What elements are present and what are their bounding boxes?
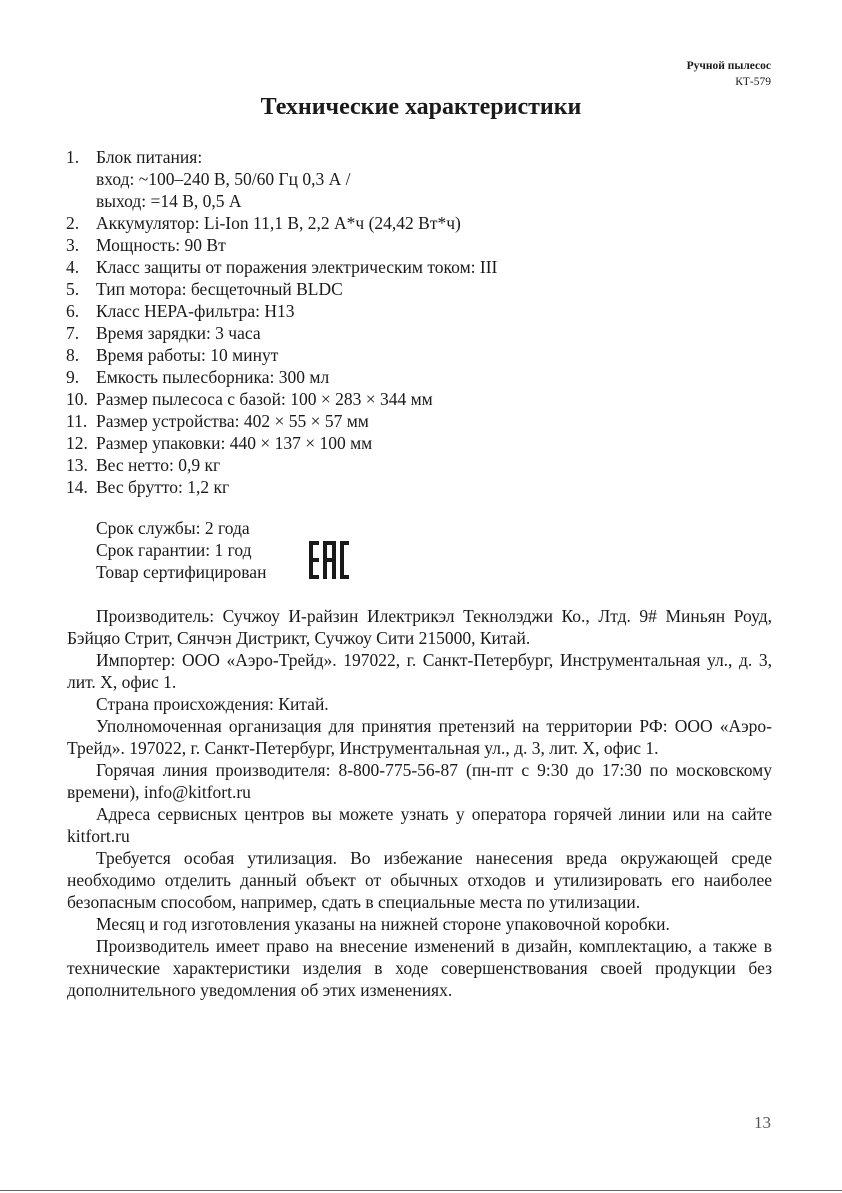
- spec-item: [66, 454, 766, 476]
- spec-text: Мощность: 90 Вт: [96, 235, 226, 255]
- spec-text: Емкость пылесборника: 300 мл: [96, 367, 330, 387]
- importer-paragraph: Импортер: ООО «Аэро-Трейд». 197022, г. Санкт-Петербург, Инструментальная ул., д. 3, лит. Х, офис 1.: [67, 650, 772, 692]
- spec-text: Класс защиты от поражения электрическим током: III: [96, 257, 498, 277]
- spec-text: Класс HEPA-фильтра: H13: [96, 301, 295, 321]
- spec-text: Размер устройства: 402 × 55 × 57 мм: [96, 411, 369, 431]
- spec-item: [66, 432, 766, 454]
- spec-continuation: выход: =14 В, 0,5 А: [96, 191, 242, 211]
- spec-text: Вес нетто: 0,9 кг: [96, 455, 221, 475]
- spec-number: 1.: [66, 147, 80, 167]
- spec-number: 2.: [66, 213, 80, 233]
- spec-text: Блок питания:: [96, 147, 203, 167]
- product-name: Ручной пылесос: [686, 60, 771, 72]
- spec-number: 8.: [66, 345, 80, 365]
- spec-item: [66, 212, 766, 234]
- spec-number: 5.: [66, 279, 80, 299]
- spec-number: 9.: [66, 367, 80, 387]
- spec-text: Тип мотора: бесщеточный BLDC: [96, 279, 343, 299]
- spec-item: [66, 344, 766, 366]
- spec-number: 6.: [66, 301, 80, 321]
- spec-text: Время работы: 10 минут: [96, 345, 279, 365]
- spec-text: Размер пылесоса с базой: 100 × 283 × 344 мм: [96, 389, 433, 409]
- claims-organization-paragraph: Уполномоченная организация для принятия претензий на территории РФ: ООО «Аэро-Трейд». 197022, г. Санкт-Петербург, Инструментальная ул., д. 3, лит. Х, офис 1.: [67, 716, 772, 758]
- warranty-period: Срок гарантии: 1 год: [96, 540, 252, 560]
- eac-mark-icon: [308, 540, 350, 580]
- spec-text: Время зарядки: 3 часа: [96, 323, 261, 343]
- legal-info: [67, 605, 772, 1001]
- spec-number: 11.: [66, 411, 88, 431]
- page-title: Технические характеристики: [260, 94, 582, 120]
- spec-continuation: вход: ~100–240 В, 50/60 Гц 0,3 А /: [96, 169, 351, 189]
- spec-number: 4.: [66, 257, 80, 277]
- spec-text: Размер упаковки: 440 × 137 × 100 мм: [96, 433, 373, 453]
- spec-number: 14.: [66, 477, 88, 497]
- bottom-divider: [0, 1190, 842, 1191]
- spec-text: Вес брутто: 1,2 кг: [96, 477, 230, 497]
- product-model: КТ-579: [735, 76, 771, 88]
- spec-item: [66, 300, 766, 322]
- service-life: Срок службы: 2 года: [96, 518, 250, 538]
- spec-number: 7.: [66, 323, 80, 343]
- disposal-paragraph: Требуется особая утилизация. Во избежание нанесения вреда окружающей среде необходимо отделить данный объект от обычных отходов и утилизировать его наиболее безопасным способом, например, сдать в специальные места по утилизации.: [67, 848, 772, 912]
- page-number: 13: [754, 1113, 771, 1132]
- manufacturer-paragraph: Производитель: Сучжоу И-райзин Илектрикэл Текнолэджи Ко., Лтд. 9# Миньян Роуд, Бэйцяо Стрит, Сянчэн Дистрикт, Сучжоу Сити 215000, Китай.: [67, 606, 772, 648]
- spec-item: [66, 146, 766, 168]
- spec-number: 3.: [66, 235, 80, 255]
- manufacture-date-paragraph: Месяц и год изготовления указаны на нижней стороне упаковочной коробки.: [96, 914, 670, 934]
- spec-text: Аккумулятор: Li-Ion 11,1 В, 2,2 А*ч (24,42 Вт*ч): [96, 213, 461, 233]
- spec-item: [66, 278, 766, 300]
- spec-number: 10.: [66, 389, 88, 409]
- hotline-paragraph: Горячая линия производителя: 8-800-775-56-87 (пн-пт с 9:30 до 17:30 по московскому времени), info@kitfort.ru: [67, 760, 772, 802]
- spec-item: [66, 322, 766, 344]
- spec-number: 13.: [66, 455, 88, 475]
- origin-paragraph: Страна происхождения: Китай.: [96, 694, 329, 714]
- spec-item: [66, 256, 766, 278]
- certification-note: Товар сертифицирован: [96, 562, 267, 582]
- changes-disclaimer-paragraph: Производитель имеет право на внесение изменений в дизайн, комплектацию, а также в технические характеристики изделия в ходе совершенствования своей продукции без дополнительного уведомления об этих изменениях.: [67, 936, 772, 1000]
- spec-item: [66, 366, 766, 388]
- spec-item: [66, 388, 766, 410]
- service-info: [96, 517, 266, 583]
- service-centers-paragraph: Адреса сервисных центров вы можете узнать у оператора горячей линии или на сайте kitfort.ru: [67, 804, 772, 846]
- spec-item: [66, 476, 766, 498]
- spec-item: [66, 234, 766, 256]
- spec-item: [66, 410, 766, 432]
- running-header: [687, 58, 771, 90]
- spec-number: 12.: [66, 433, 88, 453]
- spec-list: [66, 146, 766, 498]
